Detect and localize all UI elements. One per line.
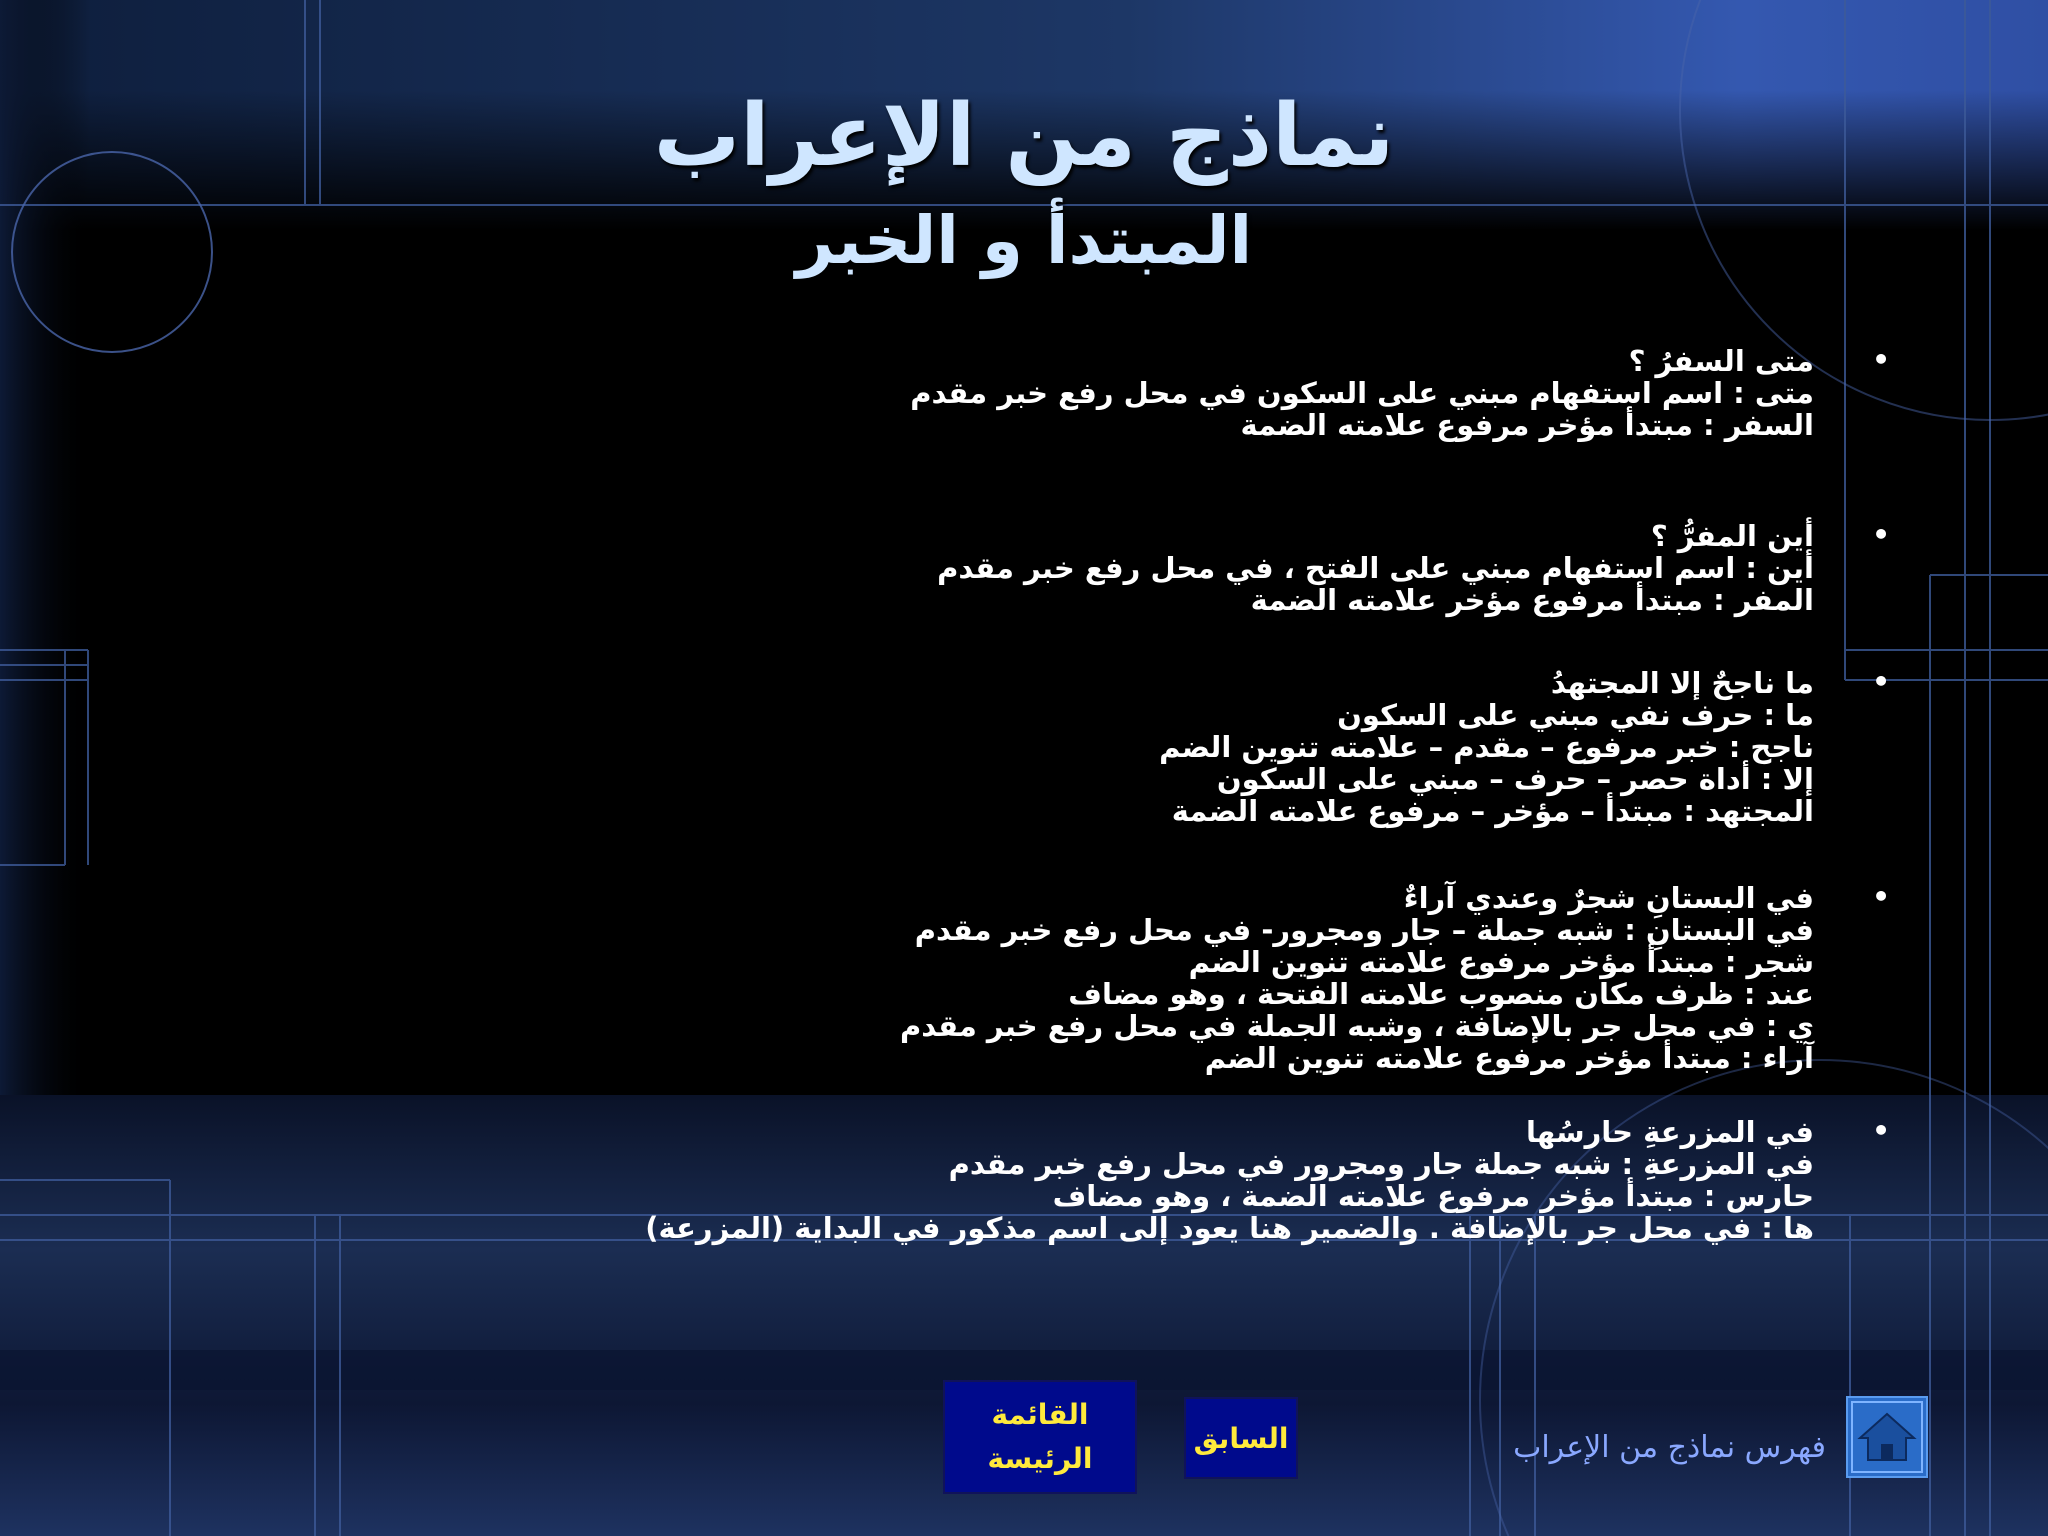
bullet-icon: • bbox=[1872, 880, 1890, 913]
example-item bbox=[1159, 665, 1890, 828]
example-line: متى السفرُ ؟ bbox=[1628, 344, 1814, 378]
example-line: ما : حرف نفي مبني على السكون bbox=[1337, 698, 1814, 732]
home-icon bbox=[1848, 1398, 1926, 1476]
bullet-icon: • bbox=[1872, 665, 1890, 698]
example-line: شجر : مبتدأ مؤخر مرفوع علامته تنوين الضم bbox=[1188, 945, 1814, 979]
bullet-icon: • bbox=[1872, 518, 1890, 551]
example-line: في البستانِ شجرٌ وعندي آراءٌ bbox=[1403, 881, 1814, 915]
example-line: ي : في محل جر بالإضافة ، وشبه الجملة في محل رفع خبر مقدم bbox=[899, 1009, 1814, 1043]
bullet-icon: • bbox=[1872, 1114, 1890, 1147]
example-line: ها : في محل جر بالإضافة . والضمير هنا يعود إلى اسم مذكور في البداية (المزرعة) bbox=[645, 1211, 1814, 1245]
example-line: السفر : مبتدأ مؤخر مرفوع علامته الضمة bbox=[1240, 408, 1814, 442]
example-line: متى : اسم استفهام مبني على السكون في محل رفع خبر مقدم bbox=[910, 376, 1814, 410]
bullet-icon: • bbox=[1872, 343, 1890, 376]
example-line: في المزرعةِ : شبه جملة جار ومجرور في محل رفع خبر مقدم bbox=[948, 1147, 1814, 1181]
example-line: أين المفرُّ ؟ bbox=[1650, 519, 1814, 553]
index-link[interactable]: فهرس نماذج من الإعراب bbox=[1513, 1430, 1826, 1465]
example-line: أين : اسم استفهام مبني على الفتح ، في محل رفع خبر مقدم bbox=[937, 551, 1814, 585]
page-subtitle: المبتدأ و الخبر bbox=[795, 202, 1253, 279]
example-line: ما ناجحٌ إلا المجتهدُ bbox=[1550, 666, 1814, 700]
example-line: إلا : أداة حصر – حرف – مبني على السكون bbox=[1216, 762, 1814, 796]
example-line: المفر : مبتدأ مرفوع مؤخر علامته الضمة bbox=[1250, 583, 1814, 617]
example-line: في المزرعةِ حارسُها bbox=[1526, 1115, 1814, 1149]
page-title: نماذج من الإعراب bbox=[653, 86, 1395, 186]
example-item bbox=[899, 880, 1890, 1075]
example-line: المجتهد : مبتدأ – مؤخر – مرفوع علامته الضمة bbox=[1171, 794, 1814, 828]
example-item bbox=[645, 1114, 1890, 1245]
home-button[interactable] bbox=[1846, 1396, 1928, 1478]
example-line: عند : ظرف مكان منصوب علامته الفتحة ، وهو مضاف bbox=[1068, 977, 1814, 1011]
example-line: حارس : مبتدأ مؤخر مرفوع علامته الضمة ، وهو مضاف bbox=[1052, 1179, 1814, 1213]
example-line: آراء : مبتدأ مؤخر مرفوع علامته تنوين الضم bbox=[1204, 1041, 1814, 1075]
example-item bbox=[937, 518, 1890, 617]
example-line: في البستانِ : شبه جملة – جار ومجرور- في محل رفع خبر مقدم bbox=[914, 913, 1814, 947]
main-menu-button[interactable]: القائمة الرئيسة bbox=[943, 1380, 1137, 1494]
example-line: ناجح : خبر مرفوع – مقدم – علامته تنوين الضم bbox=[1159, 730, 1814, 764]
example-item bbox=[910, 343, 1890, 442]
previous-button[interactable]: السابق bbox=[1184, 1397, 1298, 1479]
